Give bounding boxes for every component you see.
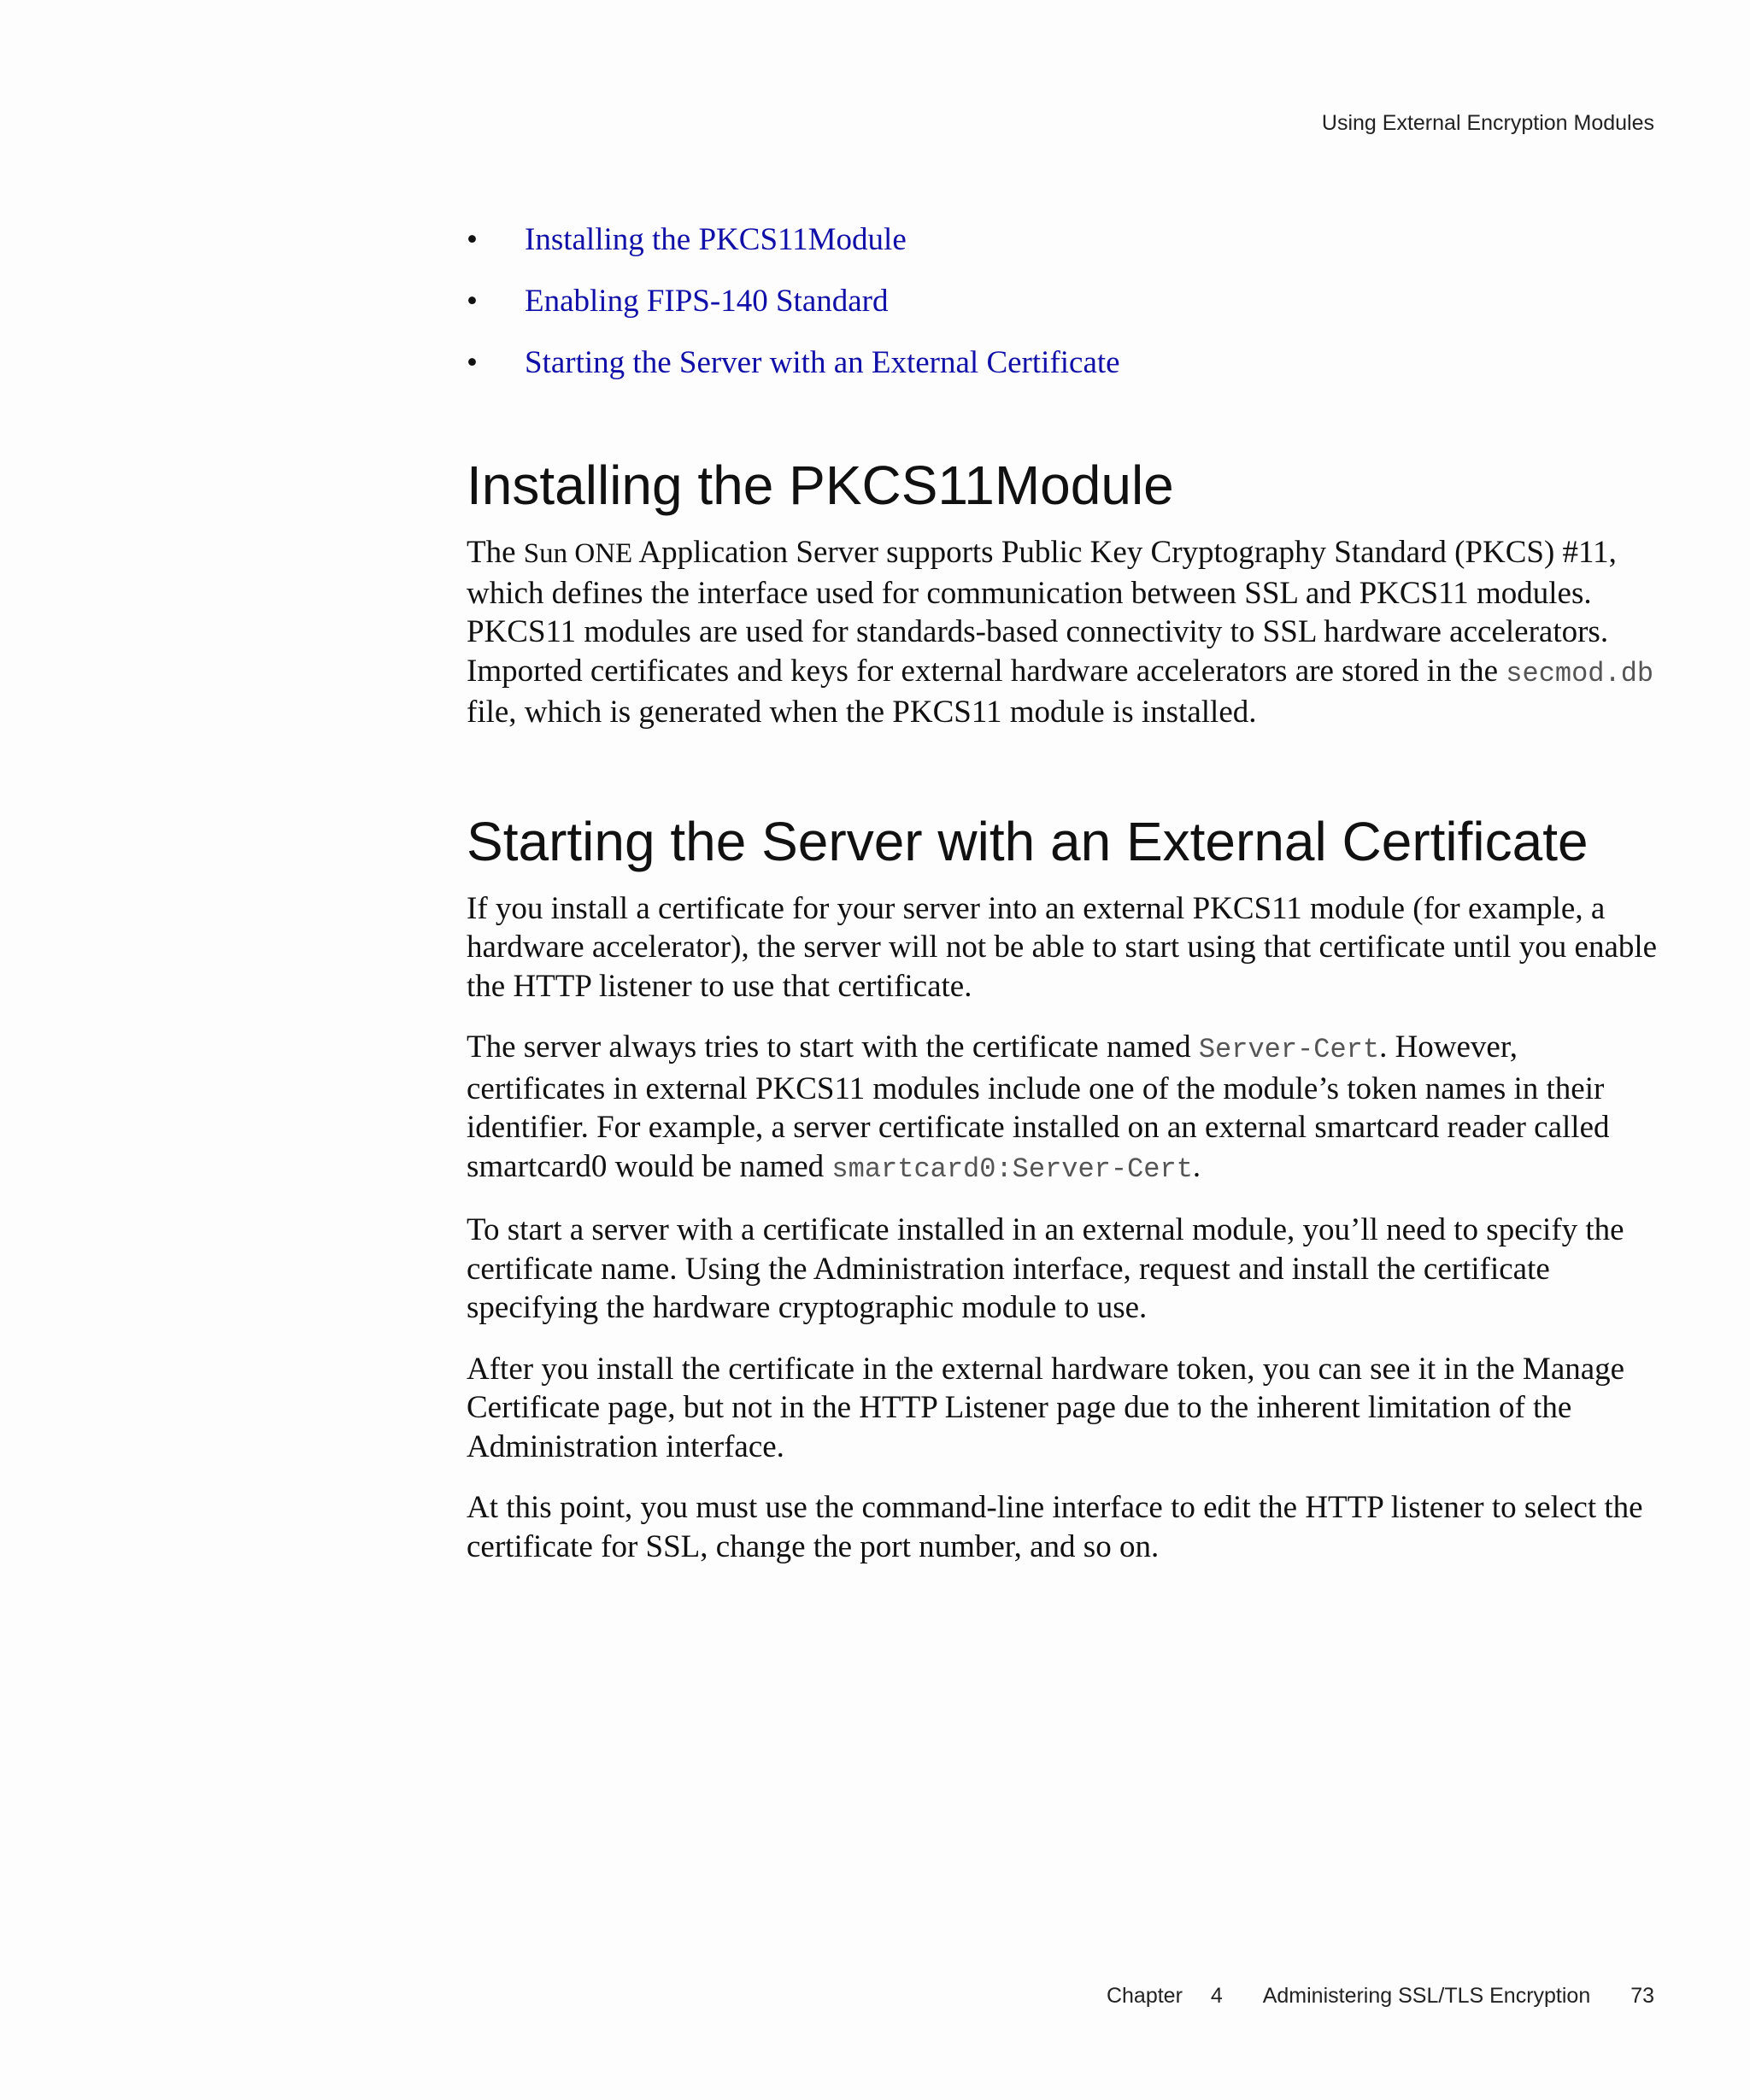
code-cert-name: smartcard0:Server-Cert [831, 1153, 1193, 1185]
paragraph: If you install a certificate for your server into an external PKCS11 module (for example, a hardware accelerator), the server will not be able to start using that certificate until you enable the HTTP listener to use that certificate. [467, 890, 1658, 1004]
toc-item [467, 220, 1663, 260]
brand-name: Sun ONE [523, 538, 633, 569]
link-installing-pkcs11module[interactable]: Installing the PKCS11Module [525, 222, 907, 257]
text-run: . [1192, 1148, 1201, 1184]
footer-chapter-number: 4 [1210, 1984, 1223, 2008]
toc-item [467, 282, 1663, 321]
running-head: Using External Encryption Modules [1321, 111, 1654, 135]
section-heading-installing-pkcs11module: Installing the PKCS11Module [467, 455, 1174, 516]
page-footer [1107, 1984, 1654, 2009]
code-cert-name: Server-Cert [1198, 1034, 1380, 1065]
paragraph: At this point, you must use the command-line interface to edit the HTTP listener to select the certificate for SSL, change the port number, and so on. [467, 1490, 1643, 1564]
code-filename: secmod.db [1506, 657, 1654, 689]
page-number: 73 [1630, 1984, 1654, 2008]
section-heading-starting-server: Starting the Server with an External Certificate [467, 810, 1589, 872]
paragraph [467, 533, 1663, 732]
bullet: • [467, 345, 478, 380]
bullet: • [467, 284, 478, 319]
text-run: file, which is generated when the PKCS11 module is installed. [467, 695, 1257, 730]
text-run: The server always tries to start with the certificate named [467, 1029, 1199, 1065]
paragraph: To start a server with a certificate installed in an external module, you’ll need to specify the certificate name. Using the Administration interface, request and install the certificate specifying the hardware cryptographic module to use. [467, 1212, 1624, 1325]
footer-chapter-title: Administering SSL/TLS Encryption [1262, 1984, 1591, 2008]
page-content [467, 220, 1663, 1566]
text-run: The [467, 535, 524, 570]
link-enabling-fips-140[interactable]: Enabling FIPS-140 Standard [525, 284, 889, 319]
link-starting-server-external-certificate[interactable]: Starting the Server with an External Certificate [525, 345, 1120, 380]
section-link-list [467, 220, 1663, 383]
paragraph [467, 1028, 1663, 1188]
text-run: Application Server supports Public Key Cryptography Standard (PKCS) #11, which defines the interface used for communication between SSL and PKCS11 modules. PKCS11 modules are used for standards-based connectivity to SSL hardware accelerators. Imported certificates and keys for external hardware accelerators are stored in the [467, 535, 1617, 689]
toc-item [467, 343, 1663, 383]
paragraph: After you install the certificate in the external hardware token, you can see it in the Manage Certificate page, but not in the HTTP Listener page due to the inherent limitation of the Administration interface. [467, 1351, 1625, 1464]
footer-chapter-label: Chapter [1106, 1984, 1183, 2008]
bullet: • [467, 222, 478, 257]
text-run: . However, certificates in external PKCS11 modules include one of the module’s token names in their identifier. For example, a server certificate installed on an external smartcard reader called smartcard0 would be named [467, 1029, 1610, 1184]
